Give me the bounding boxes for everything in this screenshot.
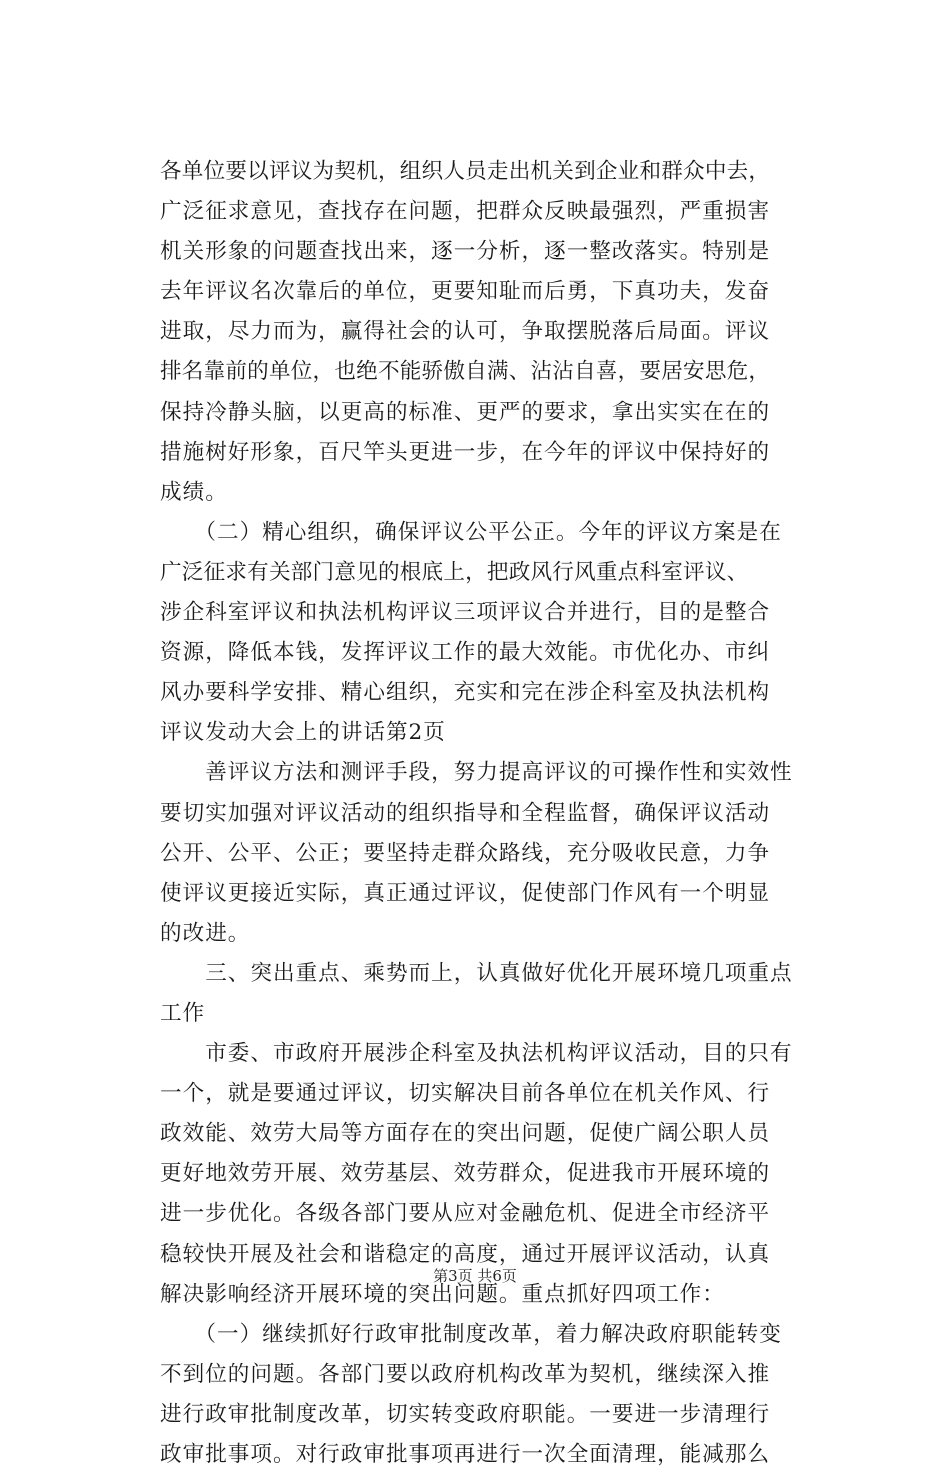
text-line: （二）精心组织，确保评议公平公正。今年的评议方案是在 bbox=[160, 519, 782, 545]
text-line: 资源，降低本钱，发挥评议工作的最大效能。市优化办、市纠 bbox=[160, 640, 771, 666]
text-line: 公开、公平、公正；要坚持走群众路线，充分吸收民意，力争 bbox=[160, 840, 771, 866]
text-line: 各单位要以评议为契机，组织人员走出机关到企业和群众中去， bbox=[160, 159, 771, 184]
text-line: 进一步优化。各级各部门要从应对金融危机、促进全市经济平 bbox=[160, 1201, 771, 1227]
text-line: 使评议更接近实际，真正通过评议，促使部门作风有一个明显 bbox=[160, 880, 771, 906]
text-line: 去年评议名次靠后的单位，更要知耻而后勇，下真功夫，发奋 bbox=[160, 279, 771, 305]
section-heading-line: 工作 bbox=[160, 1000, 206, 1026]
text-line: 政效能、效劳大局等方面存在的突出问题，促使广阔公职人员 bbox=[160, 1121, 771, 1147]
page-number-footer: 第3页 共6页 bbox=[433, 1267, 517, 1285]
text-line: 市委、市政府开展涉企科室及执法机构评议活动，目的只有 bbox=[160, 1041, 793, 1067]
text-line: 排名靠前的单位，也绝不能骄傲自满、沾沾自喜，要居安思危， bbox=[160, 359, 771, 385]
text-line: 一个，就是要通过评议，切实解决目前各单位在机关作风、行 bbox=[160, 1081, 771, 1107]
text-line: 不到位的问题。各部门要以政府机构改革为契机，继续深入推 bbox=[160, 1361, 771, 1387]
text-line: 评议发动大会上的讲话第2页 bbox=[160, 720, 446, 746]
text-line: 机关形象的问题查找出来，逐一分析，逐一整改落实。特别是 bbox=[160, 239, 771, 265]
text-line: 成绩。 bbox=[160, 479, 228, 505]
text-line: 要切实加强对评议活动的组织指导和全程监督，确保评议活动 bbox=[160, 800, 771, 826]
text-line: 涉企科室评议和执法机构评议三项评议合并进行，目的是整合 bbox=[160, 600, 771, 626]
text-line: 进行政审批制度改革，切实转变政府职能。一要进一步清理行 bbox=[160, 1401, 771, 1427]
text-line: 措施树好形象，百尺竿头更进一步，在今年的评议中保持好的 bbox=[160, 439, 771, 465]
text-line: （一）继续抓好行政审批制度改革，着力解决政府职能转变 bbox=[160, 1321, 782, 1347]
text-line: 善评议方法和测评手段，努力提高评议的可操作性和实效性 bbox=[160, 760, 793, 786]
text-line: 更好地效劳开展、效劳基层、效劳群众，促进我市开展环境的 bbox=[160, 1161, 771, 1187]
text-line: 的改进。 bbox=[160, 920, 251, 946]
text-line: 稳较快开展及社会和谐稳定的高度，通过开展评议活动，认真 bbox=[160, 1241, 771, 1267]
text-line: 广泛征求意见，查找存在问题，把群众反映最强烈，严重损害 bbox=[160, 199, 771, 225]
text-line: 解决影响经济开展环境的突出问题。重点抓好四项工作： bbox=[160, 1281, 725, 1307]
text-line: 风办要科学安排、精心组织，充实和完在涉企科室及执法机构 bbox=[160, 680, 771, 706]
text-line: 政审批事项。对行政审批事项再进行一次全面清理，能减那么 bbox=[160, 1442, 771, 1467]
text-line: 广泛征求有关部门意见的根底上，把政风行风重点科室评议、 bbox=[160, 559, 749, 585]
text-line: 保持冷静头脑，以更高的标准、更严的要求，拿出实实在在的 bbox=[160, 399, 771, 425]
text-line: 进取，尽力而为，赢得社会的认可，争取摆脱落后局面。评议 bbox=[160, 319, 771, 345]
section-heading-line: 三、突出重点、乘势而上，认真做好优化开展环境几项重点 bbox=[160, 960, 793, 986]
